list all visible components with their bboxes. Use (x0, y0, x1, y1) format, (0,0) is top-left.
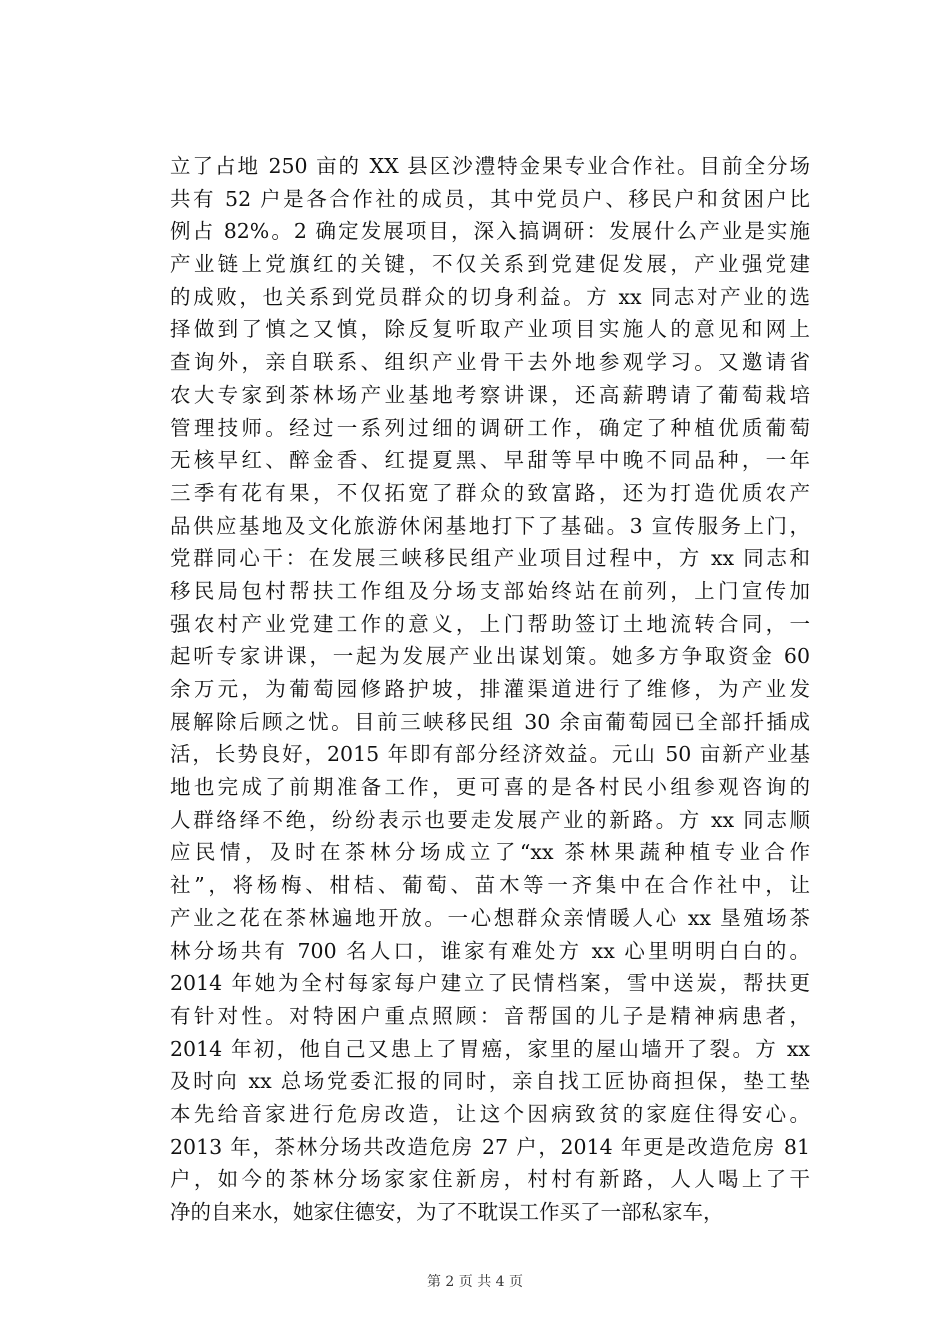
text-line: 有针对性。对特困户重点照顾：音帮国的儿子是精神病患者， (170, 1003, 810, 1028)
text-line: 共有 52 户是各合作社的成员，其中党员户、移民户和贫困户比 (170, 186, 810, 211)
text-line: 移民局包村帮扶工作组及分场支部始终站在前列，上门宣传加 (170, 578, 810, 603)
text-line: 2013 年，茶林分场共改造危房 27 户，2014 年更是改造危房 81 (170, 1134, 810, 1159)
text-line: 及时向 xx 总场党委汇报的同时，亲自找工匠协商担保，垫工垫 (170, 1069, 810, 1094)
text-line: 2014 年她为全村每家每户建立了民情档案，雪中送炭，帮扶更 (170, 971, 810, 996)
text-line: 本先给音家进行危房改造，让这个因病致贫的家庭住得安心。 (170, 1101, 810, 1126)
text-line: 林分场共有 700 名人口，谁家有难处方 xx 心里明明白白的。 (170, 938, 810, 963)
text-line: 展解除后顾之忧。目前三峡移民组 30 余亩葡萄园已全部扦插成 (170, 709, 810, 734)
text-line: 户，如今的茶林分场家家住新房，村村有新路，人人喝上了干 (170, 1167, 810, 1192)
text-line: 产业之花在茶林遍地开放。一心想群众亲情暖人心 xx 垦殖场茶 (170, 905, 810, 930)
text-line: 管理技师。经过一系列过细的调研工作，确定了种植优质葡萄 (170, 415, 810, 440)
page-footer: 第 2 页 共 4 页 (426, 1274, 524, 1290)
text-line: 社”，将杨梅、柑桔、葡萄、苗木等一齐集中在合作社中，让 (170, 873, 810, 898)
text-line: 产业链上党旗红的关键，不仅关系到党建促发展，产业强党建 (170, 252, 810, 277)
text-line: 的成败，也关系到党员群众的切身利益。方 xx 同志对产业的选 (170, 284, 810, 309)
text-line: 查询外，亲自联系、组织产业骨干去外地参观学习。又邀请省 (170, 350, 810, 375)
text-line: 余万元，为葡萄园修路护坡，排灌渠道进行了维修，为产业发 (170, 677, 810, 701)
text-line: 党群同心干：在发展三峡移民组产业项目过程中，方 xx 同志和 (170, 546, 810, 571)
text-line: 2014 年初，他自己又患上了胃癌，家里的屋山墙开了裂。方 xx (170, 1036, 810, 1061)
text-line: 净的自来水，她家住德安，为了不耽误工作买了一部私家车， (170, 1200, 724, 1224)
text-line: 活，长势良好，2015 年即有部分经济效益。元山 50 亩新产业基 (170, 742, 810, 767)
text-line: 无核早红、醉金香、红提夏黑、早甜等早中晚不同品种，一年 (170, 448, 810, 473)
text-line: 起听专家讲课，一起为发展产业出谋划策。她多方争取资金 60 (170, 644, 810, 669)
text-line: 例占 82%。2 确定发展项目，深入搞调研：发展什么产业是实施 (170, 219, 810, 244)
body-text (170, 150, 810, 1229)
text-line: 立了占地 250 亩的 XX 县区沙澧特金果专业合作社。目前全分场 (170, 154, 810, 178)
text-line: 人群络绎不绝，纷纷表示也要走发展产业的新路。方 xx 同志顺 (170, 807, 810, 832)
text-line: 择做到了慎之又慎，除反复听取产业项目实施人的意见和网上 (170, 317, 810, 342)
text-line: 应民情，及时在茶林分场成立了“xx 茶林果蔬种植专业合作 (170, 840, 810, 865)
text-line: 强农村产业党建工作的意义，上门帮助签订土地流转合同，一 (170, 611, 810, 636)
text-line: 品供应基地及文化旅游休闲基地打下了基础。3 宣传服务上门， (170, 513, 810, 538)
text-line: 农大专家到茶林场产业基地考察讲课，还高薪聘请了葡萄栽培 (170, 382, 810, 407)
text-line: 地也完成了前期准备工作，更可喜的是各村民小组参观咨询的 (170, 775, 810, 800)
text-line: 三季有花有果，不仅拓宽了群众的致富路，还为打造优质农产 (170, 480, 810, 505)
